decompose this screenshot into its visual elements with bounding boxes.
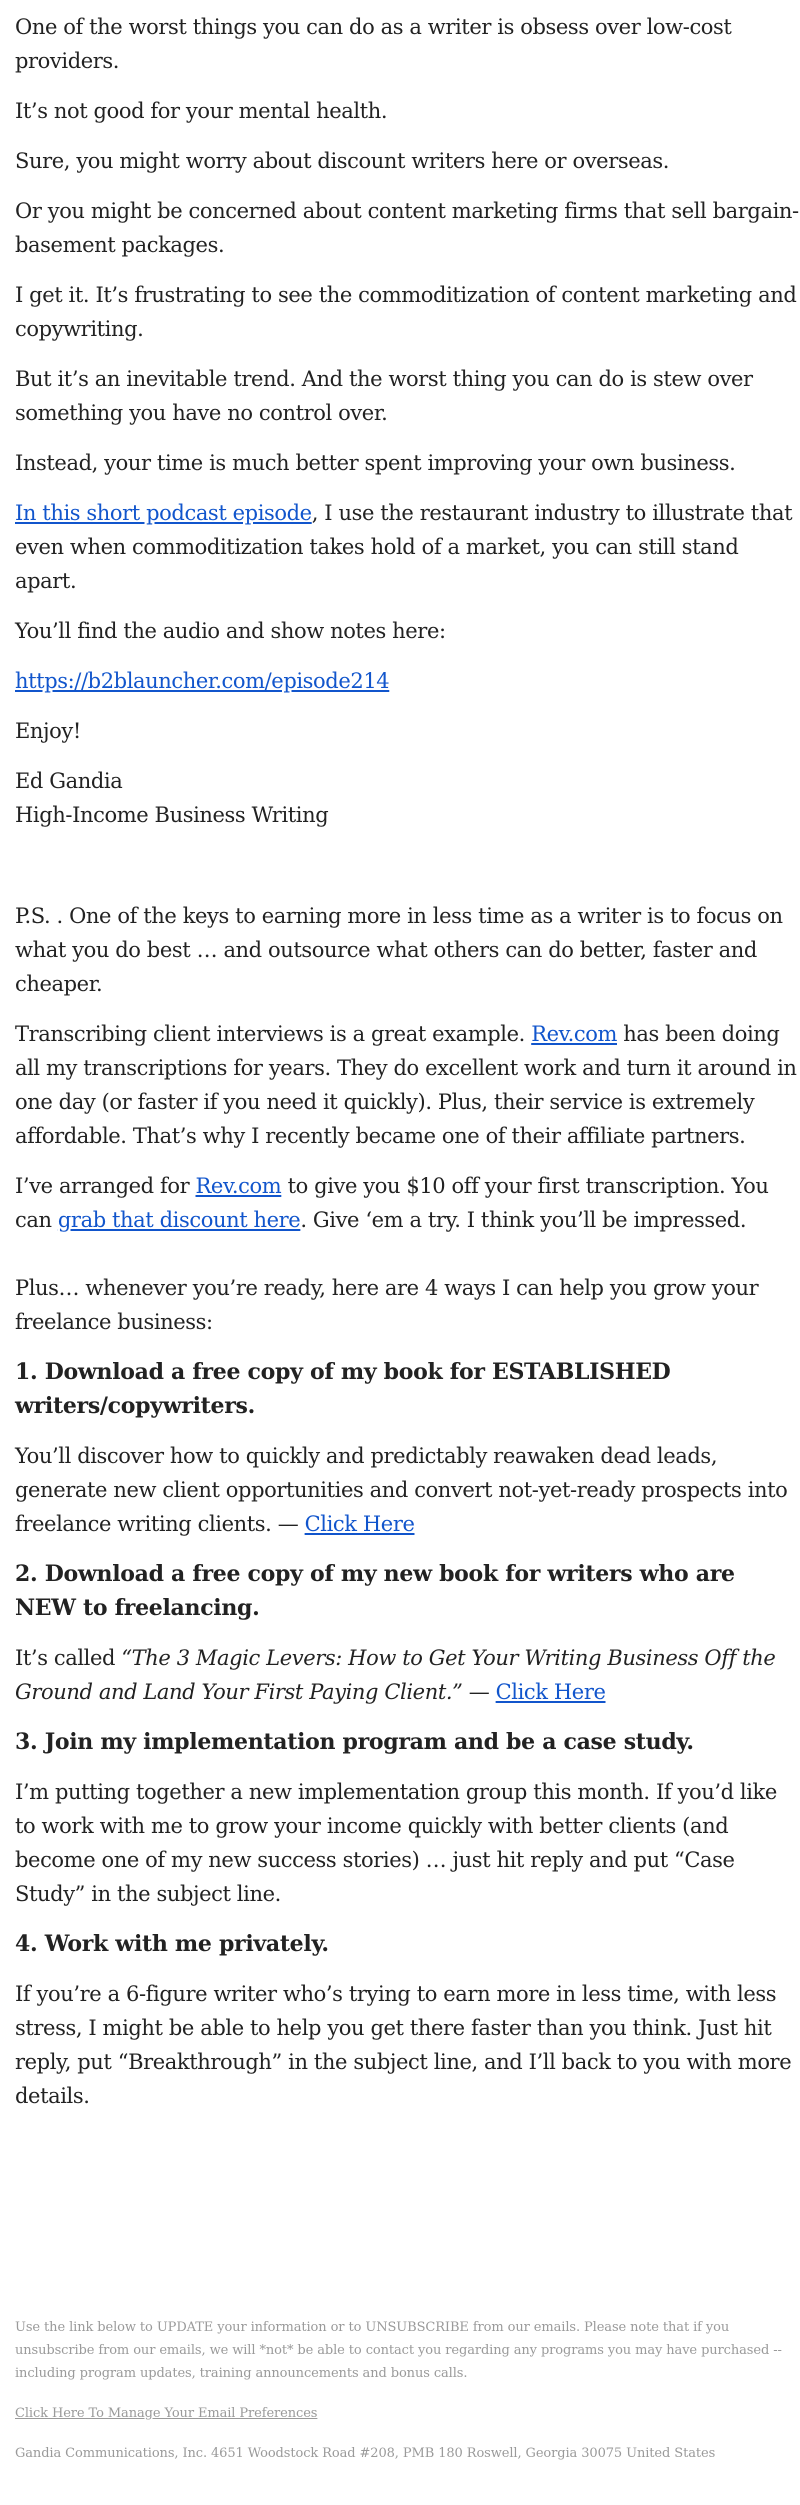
manage-preferences-link[interactable]: Click Here To Manage Your Email Preferences <box>15 2406 318 2421</box>
offer-heading-4: 4. Work with me privately. <box>15 1931 329 1957</box>
established-book-link[interactable]: Click Here <box>304 1512 415 1536</box>
enjoy-text: Enjoy! <box>15 719 81 743</box>
podcast-paragraph <box>15 496 800 598</box>
podcast-paragraph-text: , I use the restaurant industry to illustrate that even when commoditization takes hold of a market, you can still stand apart. <box>15 501 793 593</box>
footer-manage-paragraph <box>15 2402 800 2425</box>
offer-text: You’ll discover how to quickly and predictably reawaken dead leads, generate new client opportunities and convert not-yet-ready prospects into freelance writing clients. — <box>15 1444 788 1536</box>
signature-name: Ed Gandia <box>15 769 123 793</box>
offer-heading-1: 1. Download a free copy of my book for ESTABLISHED writers/copywriters. <box>15 1359 671 1419</box>
intro-paragraph: Instead, your time is much better spent improving your own business. <box>15 451 736 475</box>
ps-paragraph: P.S. . One of the keys to earning more in less time as a writer is to focus on what you do best … and outsource what others can do better, faster and cheaper. <box>15 904 783 996</box>
spacer <box>15 832 800 899</box>
offer-text: — <box>462 1680 496 1704</box>
ps-text: Transcribing client interviews is a great example. <box>15 1022 532 1046</box>
offer-paragraph-4: If you’re a 6-figure writer who’s trying to earn more in less time, with less stress, I might be able to help you get there faster than you think. Just hit reply, put “Breakthrough” in the subject line, and I’ll back to you with more details. <box>15 1982 792 2108</box>
new-writers-book-link[interactable]: Click Here <box>495 1680 606 1704</box>
signature-company: High-Income Business Writing <box>15 803 329 827</box>
ps-text: I’ve arranged for <box>15 1174 196 1198</box>
ps-text: to give you $10 off your first transcription. You can <box>15 1174 769 1232</box>
offer-paragraph-3: I’m putting together a new implementation group this month. If you’d like to work with me to grow your income quickly with better clients (and become one of my new success stories) … just hit reply and put “Case Study” in the subject line. <box>15 1780 777 1906</box>
intro-paragraph: But it’s an inevitable trend. And the worst thing you can do is stew over something you have no control over. <box>15 367 753 425</box>
podcast-episode-link[interactable]: In this short podcast episode <box>15 501 312 525</box>
ps-text: . Give ‘em a try. I think you’ll be impressed. <box>300 1208 747 1232</box>
book-title: “The 3 Magic Levers: How to Get Your Writing Business Off the Ground and Land Your First Paying Client.” <box>15 1646 776 1704</box>
intro-paragraph: You’ll find the audio and show notes here: <box>15 619 446 643</box>
offer-heading-3: 3. Join my implementation program and be a case study. <box>15 1729 694 1755</box>
episode-paragraph <box>15 664 800 698</box>
rev-link[interactable]: Rev.com <box>531 1022 617 1046</box>
episode-url-link[interactable]: https://b2blauncher.com/episode214 <box>15 669 390 693</box>
footer-notice: Use the link below to UPDATE your information or to UNSUBSCRIBE from our emails. Please note that if you unsubscribe from our emails, we will *not* be able to contact you regarding any programs you may have purchased -- including program updates, training announcements and bonus calls. <box>15 2320 782 2381</box>
offer-text: It’s called <box>15 1646 122 1670</box>
offers-intro: Plus… whenever you’re ready, here are 4 ways I can help you grow your freelance business: <box>15 1276 759 1334</box>
intro-paragraph: Sure, you might worry about discount writers here or overseas. <box>15 149 670 173</box>
ps-transcription-paragraph <box>15 1017 800 1153</box>
offer-paragraph-2 <box>15 1641 800 1709</box>
ps-discount-paragraph <box>15 1169 800 1237</box>
intro-paragraph: I get it. It’s frustrating to see the commoditization of content marketing and copywriting. <box>15 283 797 341</box>
offer-heading-2: 2. Download a free copy of my new book for writers who are NEW to freelancing. <box>15 1561 735 1621</box>
offer-paragraph-1 <box>15 1439 800 1541</box>
footer-address: Gandia Communications, Inc. 4651 Woodstock Road #208, PMB 180 Roswell, Georgia 30075 United States <box>15 2446 716 2461</box>
rev-link[interactable]: Rev.com <box>195 1174 282 1198</box>
intro-paragraph: Or you might be concerned about content marketing firms that sell bargain-basement packages. <box>15 199 799 257</box>
intro-paragraph: It’s not good for your mental health. <box>15 99 388 123</box>
spacer <box>15 2113 800 2316</box>
intro-paragraph: One of the worst things you can do as a writer is obsess over low-cost providers. <box>15 15 732 73</box>
ps-text: has been doing all my transcriptions for years. They do excellent work and turn it around in one day (or faster if you need it quickly). Plus, their service is extremely affordable. That’s why I recently became one of their affiliate partners. <box>15 1022 797 1148</box>
discount-link[interactable]: grab that discount here <box>57 1208 301 1232</box>
